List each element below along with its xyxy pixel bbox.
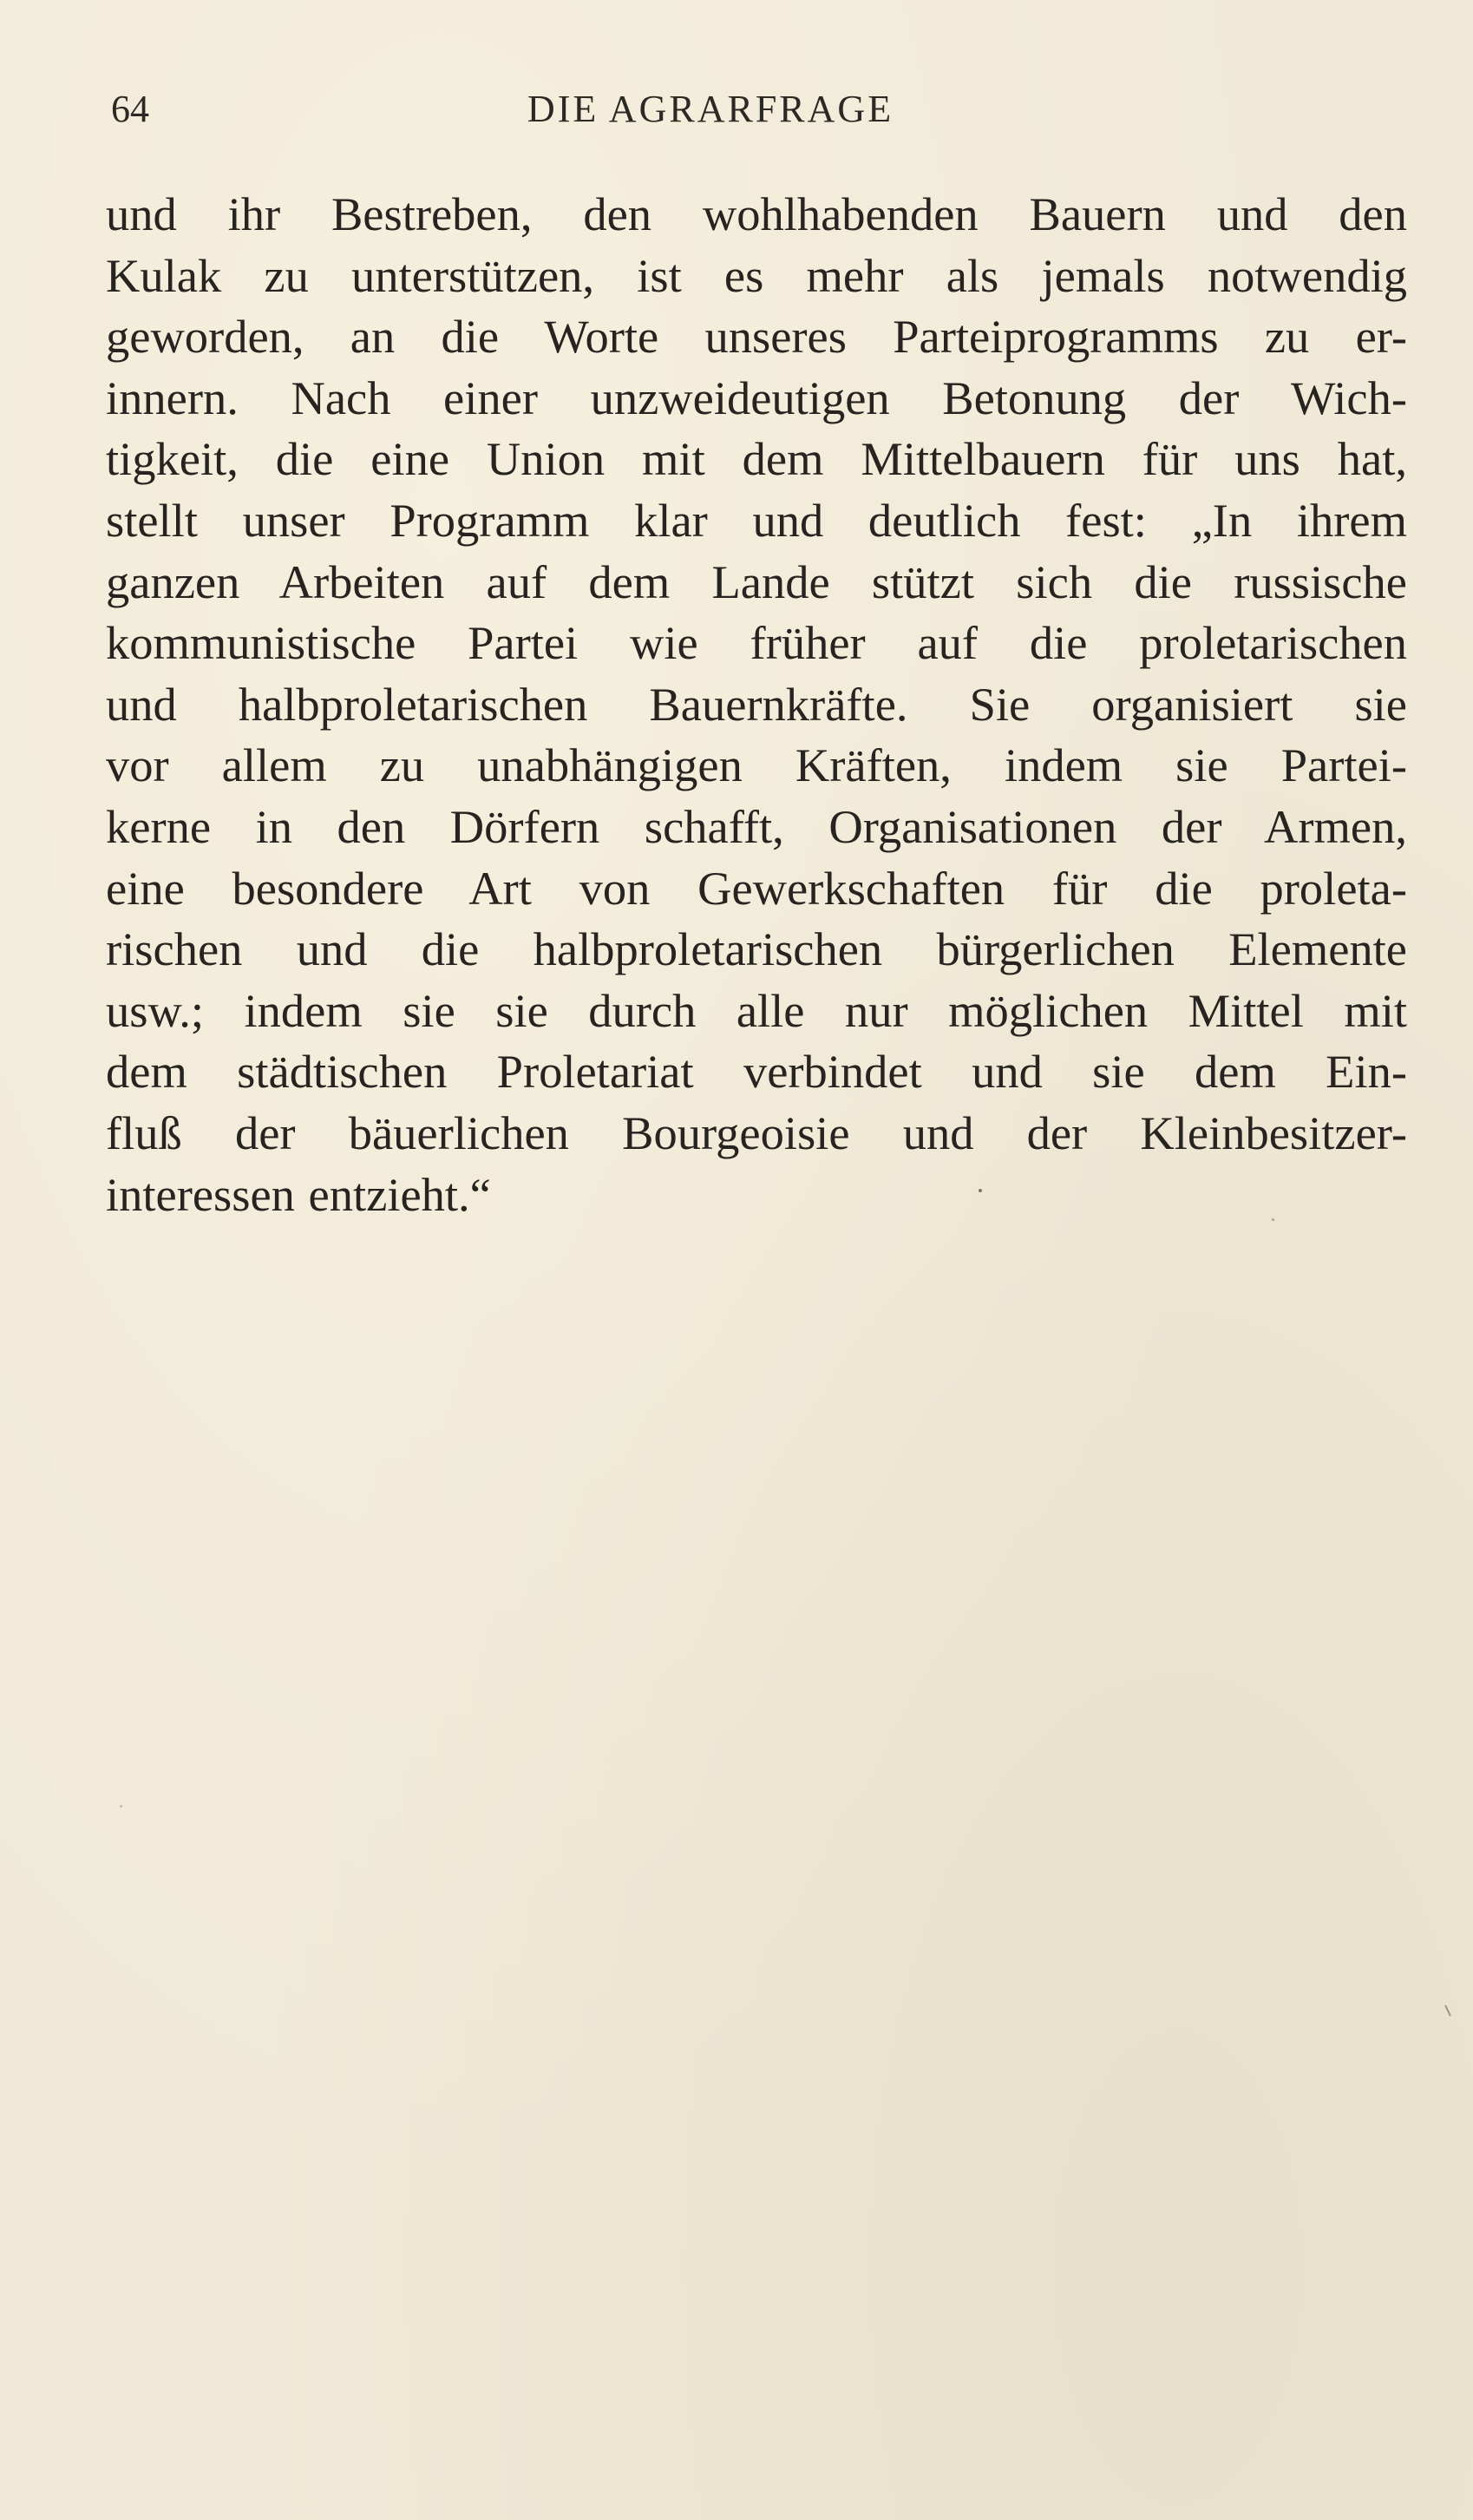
text-line: kerne in den Dörfern schafft, Organisationen der Armen,	[106, 799, 1407, 853]
text-line: und halbproletarischen Bauernkräfte. Sie organisiert sie	[106, 677, 1407, 731]
paper-speck	[979, 1189, 982, 1192]
text-line: fluß der bäuerlichen Bourgeoisie und der Kleinbesitzer-	[106, 1106, 1407, 1159]
text-line-last: interessen entzieht.“	[106, 1167, 491, 1221]
page-number: 64	[111, 88, 149, 130]
text-line: kommunistische Partei wie früher auf die proletarischen	[106, 616, 1407, 670]
text-line: vor allem zu unabhängigen Kräften, indem sie Partei-	[106, 738, 1407, 792]
text-line: dem städtischen Proletariat verbindet und sie dem Ein-	[106, 1045, 1407, 1099]
paper-speck	[1444, 2005, 1451, 2017]
text-line: und ihr Bestreben, den wohlhabenden Bauern und den	[106, 187, 1407, 240]
text-line: geworden, an die Worte unseres Parteiprogramms zu er-	[106, 310, 1407, 364]
text-line: stellt unser Programm klar und deutlich fest: „In ihrem	[106, 493, 1407, 547]
text-line: innern. Nach einer unzweideutigen Betonung der Wich-	[106, 371, 1407, 424]
paper-speck	[120, 1805, 122, 1808]
paper-speck	[1272, 1218, 1274, 1221]
text-line: Kulak zu unterstützen, ist es mehr als jemals notwendig	[106, 248, 1407, 302]
text-line: usw.; indem sie sie durch alle nur möglichen Mittel mit	[106, 983, 1407, 1037]
text-line: ganzen Arbeiten auf dem Lande stützt sich die russische	[106, 555, 1407, 608]
body-paragraph	[106, 184, 1407, 1225]
text-line: rischen und die halbproletarischen bürgerlichen Elemente	[106, 922, 1407, 976]
text-line: tigkeit, die eine Union mit dem Mittelbauern für uns hat,	[106, 432, 1407, 486]
text-line: eine besondere Art von Gewerkschaften für die proleta-	[106, 861, 1407, 915]
page-header	[111, 83, 1404, 135]
running-title: DIE AGRARFRAGE	[527, 88, 894, 130]
